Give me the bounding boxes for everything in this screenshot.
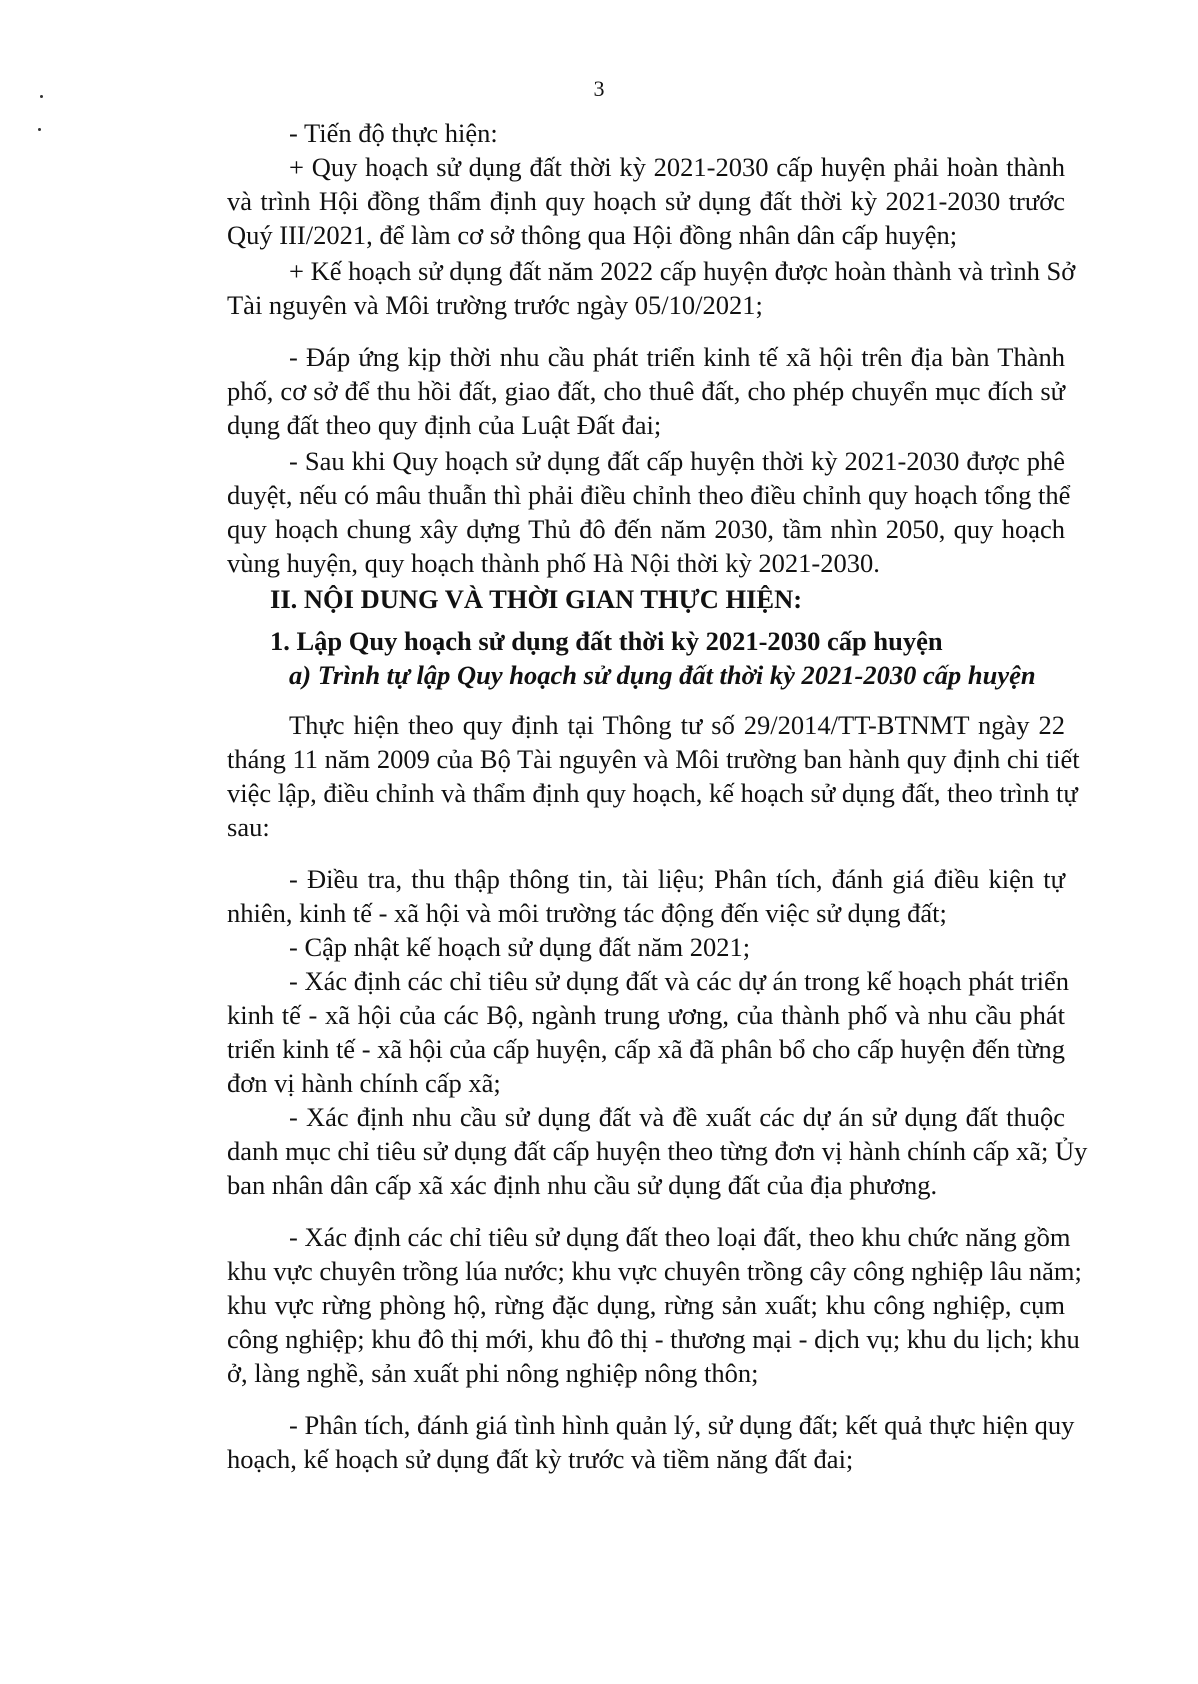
text-line: sau: — [227, 812, 270, 842]
text-line: kinh tế - xã hội của các Bộ, ngành trung ương, của thành phố và nhu cầu phát — [227, 1000, 1065, 1030]
text-line: khu vực chuyên trồng lúa nước; khu vực chuyên trồng cây công nghiệp lâu năm; — [227, 1256, 1082, 1286]
scan-speck — [40, 95, 43, 98]
text-line: - Xác định các chỉ tiêu sử dụng đất và các dự án trong kế hoạch phát triển — [289, 966, 1070, 996]
text-line: + Kế hoạch sử dụng đất năm 2022 cấp huyện được hoàn thành và trình Sở — [289, 256, 1076, 286]
section-heading: II. NỘI DUNG VÀ THỜI GIAN THỰC HIỆN: — [270, 584, 803, 614]
text-line: đơn vị hành chính cấp xã; — [227, 1068, 501, 1098]
section-heading: 1. Lập Quy hoạch sử dụng đất thời kỳ 2021-2030 cấp huyện — [270, 626, 943, 656]
text-line: - Tiến độ thực hiện: — [289, 118, 498, 148]
text-line: ban nhân dân cấp xã xác định nhu cầu sử dụng đất của địa phương. — [227, 1170, 938, 1200]
text-line: tháng 11 năm 2009 của Bộ Tài nguyên và Môi trường ban hành quy định chi tiết — [227, 744, 1080, 774]
text-line: công nghiệp; khu đô thị mới, khu đô thị - thương mại - dịch vụ; khu du lịch; khu — [227, 1324, 1080, 1354]
scan-speck — [38, 128, 41, 131]
text-line: Tài nguyên và Môi trường trước ngày 05/10/2021; — [227, 290, 763, 320]
text-line: hoạch, kế hoạch sử dụng đất kỳ trước và tiềm năng đất đai; — [227, 1444, 854, 1474]
text-line: Quý III/2021, để làm cơ sở thông qua Hội đồng nhân dân cấp huyện; — [227, 220, 958, 250]
text-line: danh mục chỉ tiêu sử dụng đất cấp huyện theo từng đơn vị hành chính cấp xã; Ủy — [227, 1136, 1088, 1166]
text-line: và trình Hội đồng thẩm định quy hoạch sử dụng đất thời kỳ 2021-2030 trước — [227, 186, 1065, 216]
text-line: - Sau khi Quy hoạch sử dụng đất cấp huyện thời kỳ 2021-2030 được phê — [289, 446, 1065, 476]
text-line: - Phân tích, đánh giá tình hình quản lý, sử dụng đất; kết quả thực hiện quy — [289, 1410, 1075, 1440]
text-line: Thực hiện theo quy định tại Thông tư số 29/2014/TT-BTNMT ngày 22 — [289, 710, 1065, 740]
text-line: - Xác định các chỉ tiêu sử dụng đất theo loại đất, theo khu chức năng gồm — [289, 1222, 1071, 1252]
text-line: triển kinh tế - xã hội của cấp huyện, cấp xã đã phân bổ cho cấp huyện đến từng — [227, 1034, 1065, 1064]
page-number: 3 — [593, 76, 605, 101]
text-line: khu vực rừng phòng hộ, rừng đặc dụng, rừng sản xuất; khu công nghiệp, cụm — [227, 1290, 1065, 1320]
subsection-heading: a) Trình tự lập Quy hoạch sử dụng đất thời kỳ 2021-2030 cấp huyện — [289, 660, 1036, 690]
text-line: phố, cơ sở để thu hồi đất, giao đất, cho thuê đất, cho phép chuyển mục đích sử — [227, 376, 1065, 406]
text-line: - Đáp ứng kịp thời nhu cầu phát triển kinh tế xã hội trên địa bàn Thành — [289, 342, 1065, 372]
text-line: vùng huyện, quy hoạch thành phố Hà Nội thời kỳ 2021-2030. — [227, 548, 880, 578]
text-line: dụng đất theo quy định của Luật Đất đai; — [227, 410, 662, 440]
text-line: - Xác định nhu cầu sử dụng đất và đề xuất các dự án sử dụng đất thuộc — [289, 1102, 1065, 1132]
text-line: ở, làng nghề, sản xuất phi nông nghiệp nông thôn; — [227, 1358, 759, 1388]
text-line: duyệt, nếu có mâu thuẫn thì phải điều chỉnh theo điều chỉnh quy hoạch tổng thể — [227, 480, 1071, 510]
text-line: nhiên, kinh tế - xã hội và môi trường tác động đến việc sử dụng đất; — [227, 898, 947, 928]
text-line: - Cập nhật kế hoạch sử dụng đất năm 2021; — [289, 932, 751, 962]
text-line: - Điều tra, thu thập thông tin, tài liệu; Phân tích, đánh giá điều kiện tự — [289, 864, 1065, 894]
text-line: việc lập, điều chỉnh và thẩm định quy hoạch, kế hoạch sử dụng đất, theo trình tự — [227, 778, 1078, 808]
text-line: quy hoạch chung xây dựng Thủ đô đến năm 2030, tầm nhìn 2050, quy hoạch — [227, 514, 1065, 544]
text-line: + Quy hoạch sử dụng đất thời kỳ 2021-2030 cấp huyện phải hoàn thành — [289, 152, 1065, 182]
